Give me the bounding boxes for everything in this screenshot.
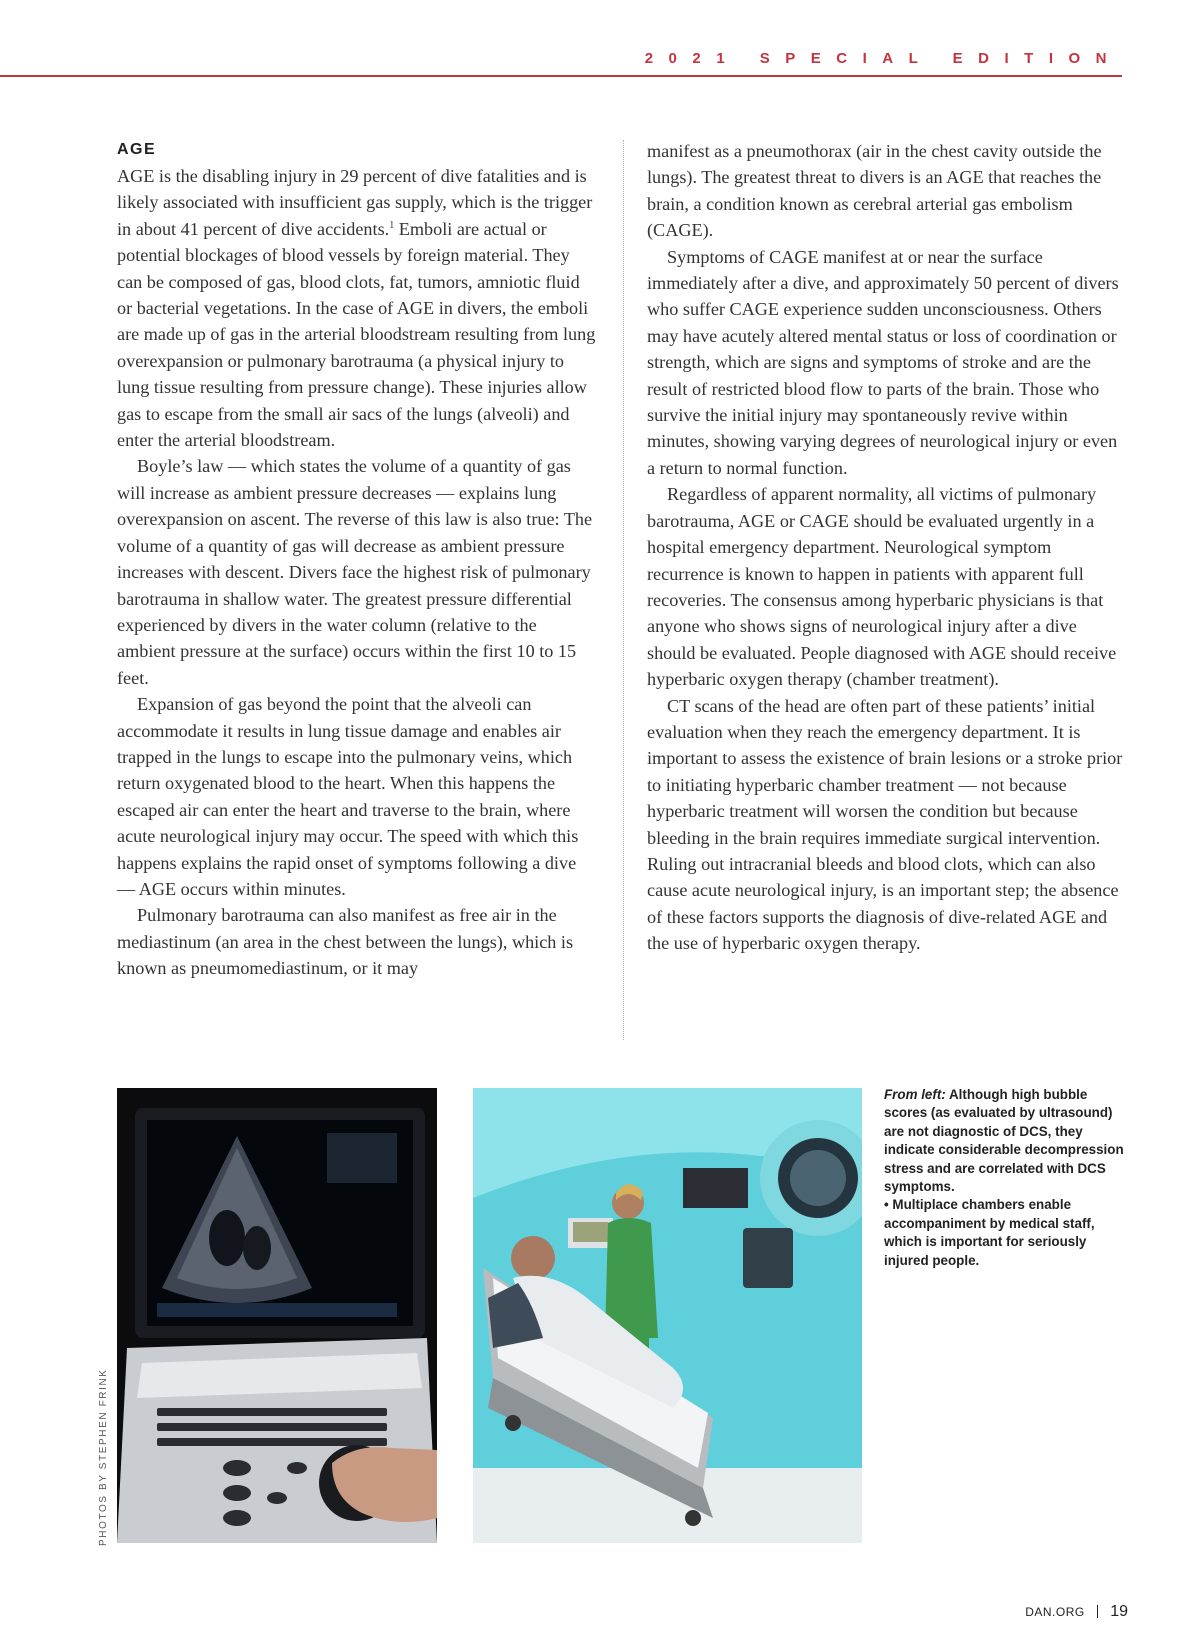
site-link[interactable]: DAN.ORG: [1025, 1605, 1085, 1619]
caption-text: • Multiplace chambers enable accompaniment by medical staff, which is important for seriously injured people.: [884, 1197, 1095, 1268]
paragraph: Expansion of gas beyond the point that the alveoli can accommodate it results in lung tissue damage and enables air trapped in the lungs to escape into the pulmonary veins, which return oxygenated blood to the heart. When this happens the escaped air can enter the heart and traverse to the brain, where acute neurological injury may occur. The speed with which this happens explains the rapid onset of symptoms following a dive — AGE occurs within minutes.: [117, 694, 579, 899]
photo-credit: PHOTOS BY STEPHEN FRINK: [98, 1368, 109, 1546]
paragraph: Symptoms of CAGE manifest at or near the surface immediately after a dive, and approximately 50 percent of divers who suffer CAGE experience sudden unconsciousness. Others may have acutely altered mental status or loss of coordination or strength, which are signs and symptoms of stroke and are the result of restricted blood flow to parts of the brain. Those who survive the initial injury may spontaneously revive within minutes, showing varying degrees of neurological injury or even a return to normal function.: [647, 246, 1119, 478]
right-column: [647, 138, 1129, 957]
paragraph: manifest as a pneumothorax (air in the chest cavity outside the lungs). The greatest threat to divers is an AGE that reaches the brain, a condition known as cerebral arterial gas embolism (CAGE).: [647, 141, 1102, 241]
photo-caption: [884, 1086, 1124, 1270]
paragraph: Regardless of apparent normality, all victims of pulmonary barotrauma, AGE or CAGE should be evaluated urgently in a hospital emergency department. Neurological symptom recurrence is known to happen in patients with apparent full recoveries. The consensus among hyperbaric physicians is that anyone who shows signs of neurological injury after a dive should be evaluated. People diagnosed with AGE should receive hyperbaric oxygen therapy (chamber treatment).: [647, 484, 1117, 690]
ultrasound-photo: [117, 1088, 437, 1543]
chamber-photo: [473, 1088, 862, 1543]
paragraph: CT scans of the head are often part of these patients’ initial evaluation when they reach the emergency department. It is important to assess the existence of brain lesions or a stroke prior to initiating hyperbaric chamber treatment — not because hyperbaric treatment will worsen the condition but because bleeding in the brain requires immediate surgical intervention. Ruling out intracranial bleeds and blood clots, which can also cause acute neurological injury, is an important step; the absence of these factors supports the diagnosis of dive-related AGE and the use of hyperbaric oxygen therapy.: [647, 695, 1123, 954]
paragraph: [117, 163, 597, 453]
header-rule: [0, 75, 1122, 77]
caption-lead: From left:: [884, 1087, 946, 1102]
page-footer: [1025, 1603, 1128, 1621]
footnote-marker: 1: [389, 219, 395, 231]
section-heading: AGE: [117, 141, 157, 158]
paragraph-text: AGE is the disabling injury in 29 percent of dive fatalities and is likely associated with insufficient gas supply, which is the trigger in about 41 percent of dive accidents.: [117, 166, 593, 239]
paragraph: Boyle’s law — which states the volume of a quantity of gas will increase as ambient pressure decreases — explains lung overexpansion on ascent. The reverse of this law is also true: The volume of a quantity of gas will decrease as ambient pressure increases with descent. Divers face the highest risk of pulmonary barotrauma in shallow water. The greatest pressure differential experienced by divers in the water column (relative to the ambient pressure at the surface) occurs within the first 10 to 15 feet.: [117, 456, 593, 688]
paragraph: Pulmonary barotrauma can also manifest as free air in the mediastinum (an area in the chest between the lungs), which is known as pneumomediastinum, or it may: [117, 905, 574, 979]
footer-separator: [1097, 1605, 1099, 1618]
column-divider: [623, 140, 624, 1040]
paragraph-text: Emboli are actual or potential blockages of blood vessels by foreign material. They can be composed of gas, blood clots, fat, tumors, amniotic fluid or bacterial vegetations. In the case of AGE in divers, the emboli are made up of gas in the arterial bloodstream resulting from lung overexpansion or pulmonary barotrauma (a physical injury to lung tissue resulting from pressure change). These injuries allow gas to escape from the small air sacs of the lungs (alveoli) and enter the arterial bloodstream.: [117, 218, 596, 451]
caption-text: Although high bubble scores (as evaluated by ultrasound) are not diagnostic of DCS, they indicate considerable decompression stress and are correlated with DCS symptoms.: [884, 1087, 1124, 1195]
left-column: [117, 138, 597, 982]
edition-label: 2021 SPECIAL EDITION: [644, 50, 1122, 67]
page-number: 19: [1110, 1603, 1128, 1620]
